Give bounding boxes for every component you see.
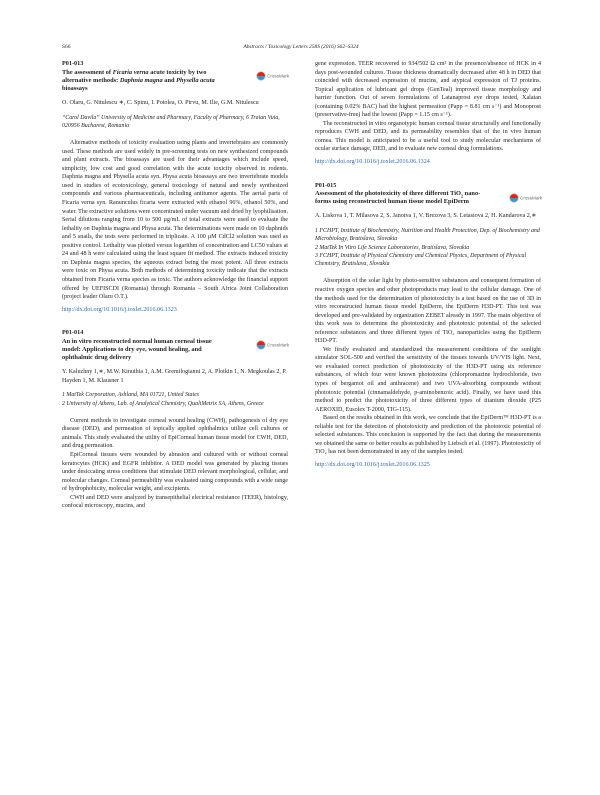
article-affiliation: “Carol Davila” University of Medicine and Pharmacy, Faculty of Pharmacy, 6 Traian Vuia, 020956 Bucharest, Romania: [62, 114, 280, 129]
right-column: [315, 60, 541, 469]
abstract-paragraph: We firstly evaluated and standardized the measurement conditions of the sunlight simulator SOL-500 and verified the sensitivity of the tissues towards UV/VIS light. Next, we evaluated correct prediction of phototoxicity of the H3D-PT using six reference substances, of which four were known phototoxins (chlorpromazine hydrochloride, two types of bergamot oil and anthracene) and two UVA-absorbing compounds without phototoxic potential (cinnamaldehyde, p-aminobenzoic acid). Finally, we have used this method to predict the phototoxicity of three different types of titanium dioxide (P25 AEROXID, Eusolex T-2000, TIG-115).: [315, 346, 541, 413]
abstract-paragraph: The reconstructed in vitro organotypic human corneal tissue structurally and functionally reproduces CWH and DED, and its permeability resembles that of the in vivo human cornea. This model is anticipated to be a useful tool to study molecular mechanisms of ocular surface damage, DED, and to evaluate new corneal drug formulations.: [315, 120, 541, 153]
article-abstract: [62, 417, 288, 511]
abstract-paragraph: Alternative methods of toxicity evaluation using plants and invertebrates are commonly used. These methods are used widely in pre-screening tests on new synthesized compounds and plant extracts. The bioassays are used for their advantages which include speed, simplicity, low cost and good correlation with the acute toxicity observed in rodents. Daphnia magna and Physella acuta syn. Physa acuta bioassays are two invertebrate models used in studies of ecotoxicology, general toxicology of natural and newly synthesized compounds and various pharmaceuticals, including antitumor agents. The aerial parts of Ficaria verna syn. Ranunculus ficaria were extracted with ethanol 96%, ethanol 50%, and water. The extractive solutions were concentrated under vacuum and dried by lyophilisation. Serial dilutions ranging from 10 to 500 μg/mL of total extracts were used to evaluate the lethality on Daphnia magna and Physa acuta. The determinations were made on 10 daphnids and 5 snails, the tests were performed in triplicate. A 100 μM CdCl2 solution was used as positive control. Lethality was plotted versus logarithm of concentration and LC50 values at 24 and 48 h were calculated using the least square fit method. The extracts induced toxicity on Daphnia magna species, the aqueous extract being the most potent. All three extracts were toxic on Physa acuta. Both methods of determining toxicity indicate that the extracts obtained from Ficaria verna species as toxic. The authors acknowledge the financial support offered by UEFISCDI (Romania) through Romania – South Africa Joint Collaboration (project leader Olaru O.T.).: [62, 140, 288, 301]
article-header-p01-015: [315, 182, 541, 207]
article-title: Assessment of the phototoxicity of three different TiO$_2$ nano-forms using reconstructed human tissue model EpiDerm: [315, 190, 481, 206]
crossmark-icon[interactable]: [256, 70, 290, 82]
article-title: The assessment of Ficaria verna acute toxicity by two alternative methods: Daphnia magna and Physella acuta bioassays: [62, 68, 215, 92]
doi-link[interactable]: http://dx.doi.org/10.1016/j.toxlet.2016.06.1323: [62, 306, 177, 313]
doi-link[interactable]: http://dx.doi.org/10.1016/j.toxlet.2016.06.1325: [315, 461, 430, 468]
left-column: [62, 60, 288, 511]
abstract-paragraph: gene expression. TEER recovered to 934/502 Ω cm² in the presence/absence of HCK in 4 days post-wounded cultures. Tissue thickness dramatically decreased after 48 h in DED that coincided with decreased expression of mucins, and atypical expression of TJ proteins. Topical application of lubricant gel drops (GenTeal) improved tissue morphology and barrier function. Out of seven formulations of Latanaprost eye drops tested, Xalatan (containing 0.02% BAC) had the highest permeation (Papp = 8.81 cm s⁻¹) and Monoprost (preservative-free) had the lowest (Papp = 1.15 cm s⁻¹).: [315, 61, 541, 119]
affiliation-line: 2 University of Athens, Lab. of Analytical Chemistry, QualiMetrix SA, Athens, Greece: [62, 400, 264, 407]
article-authors: Y. Kaluzhny 1,∗, M.W. Kinuthia 1, A.M. Gremilogianni 2, A. Plotkin 1, N. Megkoulas 2, P. Hayden 1, M. Klausner 1: [62, 369, 287, 384]
doi-link[interactable]: http://dx.doi.org/10.1016/j.toxlet.2016.06.1324: [315, 159, 430, 166]
affiliation-line: 1 FCHPT, Institute of Biochemistry, Nutrition and Health Protection, Dep. of Biochemistry and Microbiology, Bratislava, Slovakia: [315, 227, 540, 243]
abstract-paragraph: Based on the results obtained in this work, we conclude that the EpiDermᵀᴹ H3D-PT is a reliable test for the detection of phototoxicity and prediction of the phototoxic potential of selected substances. This conclusion is supported by the fact that during the measurements we obtained the same or better results as published by Liebsch et al. (1997). Phototoxicity of TiO₂ has not been demonstrated in any of the samples tested.: [315, 415, 541, 456]
abstract-paragraph: Current methods to investigate corneal wound healing (CWH), pathogenesis of dry eye disease (DED), and permeation of topically applied ophthalmics utilize cell cultures or animals. This study evaluated the utility of EpiCorneal human tissue model for CWH, DED, and drug permeation.: [62, 417, 288, 450]
article-id: P01-015: [315, 181, 337, 189]
article-affiliations: [315, 227, 541, 268]
article-abstract-continued: [315, 60, 541, 154]
journal-citation: Abstracts / Toxicology Letters 258S (2016) S62–S324: [243, 44, 359, 50]
article-affiliations: [62, 391, 288, 408]
article-title: An in vitro reconstructed normal human corneal tissue model: Applications to dry eye, wound healing, and ophthalmic drug delivery: [62, 337, 212, 362]
article-abstract: [62, 139, 288, 301]
article-abstract: [315, 277, 541, 456]
abstract-paragraph: CWH and DED were analyzed by transepithelial electrical resistance (TEER), histology, confocal microscopy, mucins, and: [62, 494, 288, 510]
crossmark-label: CrossMark: [267, 342, 290, 348]
page-number: S66: [62, 44, 71, 50]
article-authors: A. Liskova 1, T. Milasova 2, S. Janotva 1, V. Brezova 3, S. Letasiova 2, H. Kandarova 2,∗: [315, 213, 537, 220]
article-header-p01-014: [62, 329, 288, 362]
crossmark-icon[interactable]: [256, 339, 290, 351]
article-id: P01-014: [62, 329, 84, 337]
crossmark-label: CrossMark: [267, 73, 290, 79]
affiliation-line: 1 MatTek Corporation, Ashland, MA 01721, United States: [62, 392, 200, 399]
article-authors: O. Olaru, G. Nitulescu ∗, C. Spinu, I. Potolea, O. Pirvu, M. Ilie, G.M. Nitulescu: [62, 100, 259, 107]
affiliation-line: 2 MatTek In Vitro Life Science Laboratories, Bratislava, Slovakia: [315, 244, 470, 251]
abstract-paragraph: EpiCorneal tissues were wounded by abrasion and cultured with or without corneal keratocytes (HCK) and EGFR inhibitor. A DED model was generated by placing tissues under desiccating stress conditions that stimulate DED relevant morphological, cellular, and molecular changes. Corneal permeability was evaluated using compounds with a wide range of hydrophobicity, molecular weight, and excipients.: [62, 452, 288, 493]
affiliation-line: 3 FCHPT, Institute of Physical Chemistry and Chemical Physics, Department of Physical Chemistry, Bratislava, Slovakia: [315, 252, 527, 268]
crossmark-label: CrossMark: [520, 195, 543, 201]
article-id: P01-013: [62, 60, 84, 67]
article-header-p01-013: [62, 60, 288, 93]
crossmark-icon[interactable]: [509, 192, 543, 204]
abstract-paragraph: Absorption of the solar light by photo-sensitive substances and consequent formation of reactive oxygen species and other photoproducts may lead to the cellular damage. One of the methods used for the determination of phototoxicity is a test based on the use of 3D in vitro reconstructed human tissue model EpiDerm, the EpiDerm H3D-PT. This test was developed and pre-validated by organization ZEBET already in 1997. The main objective of this work was to determine the phototoxicity and phototoxic potential of the selected reference substances and three different types of TiO₂ nanoparticles using the EpiDerm H3D-PT.: [315, 278, 541, 345]
